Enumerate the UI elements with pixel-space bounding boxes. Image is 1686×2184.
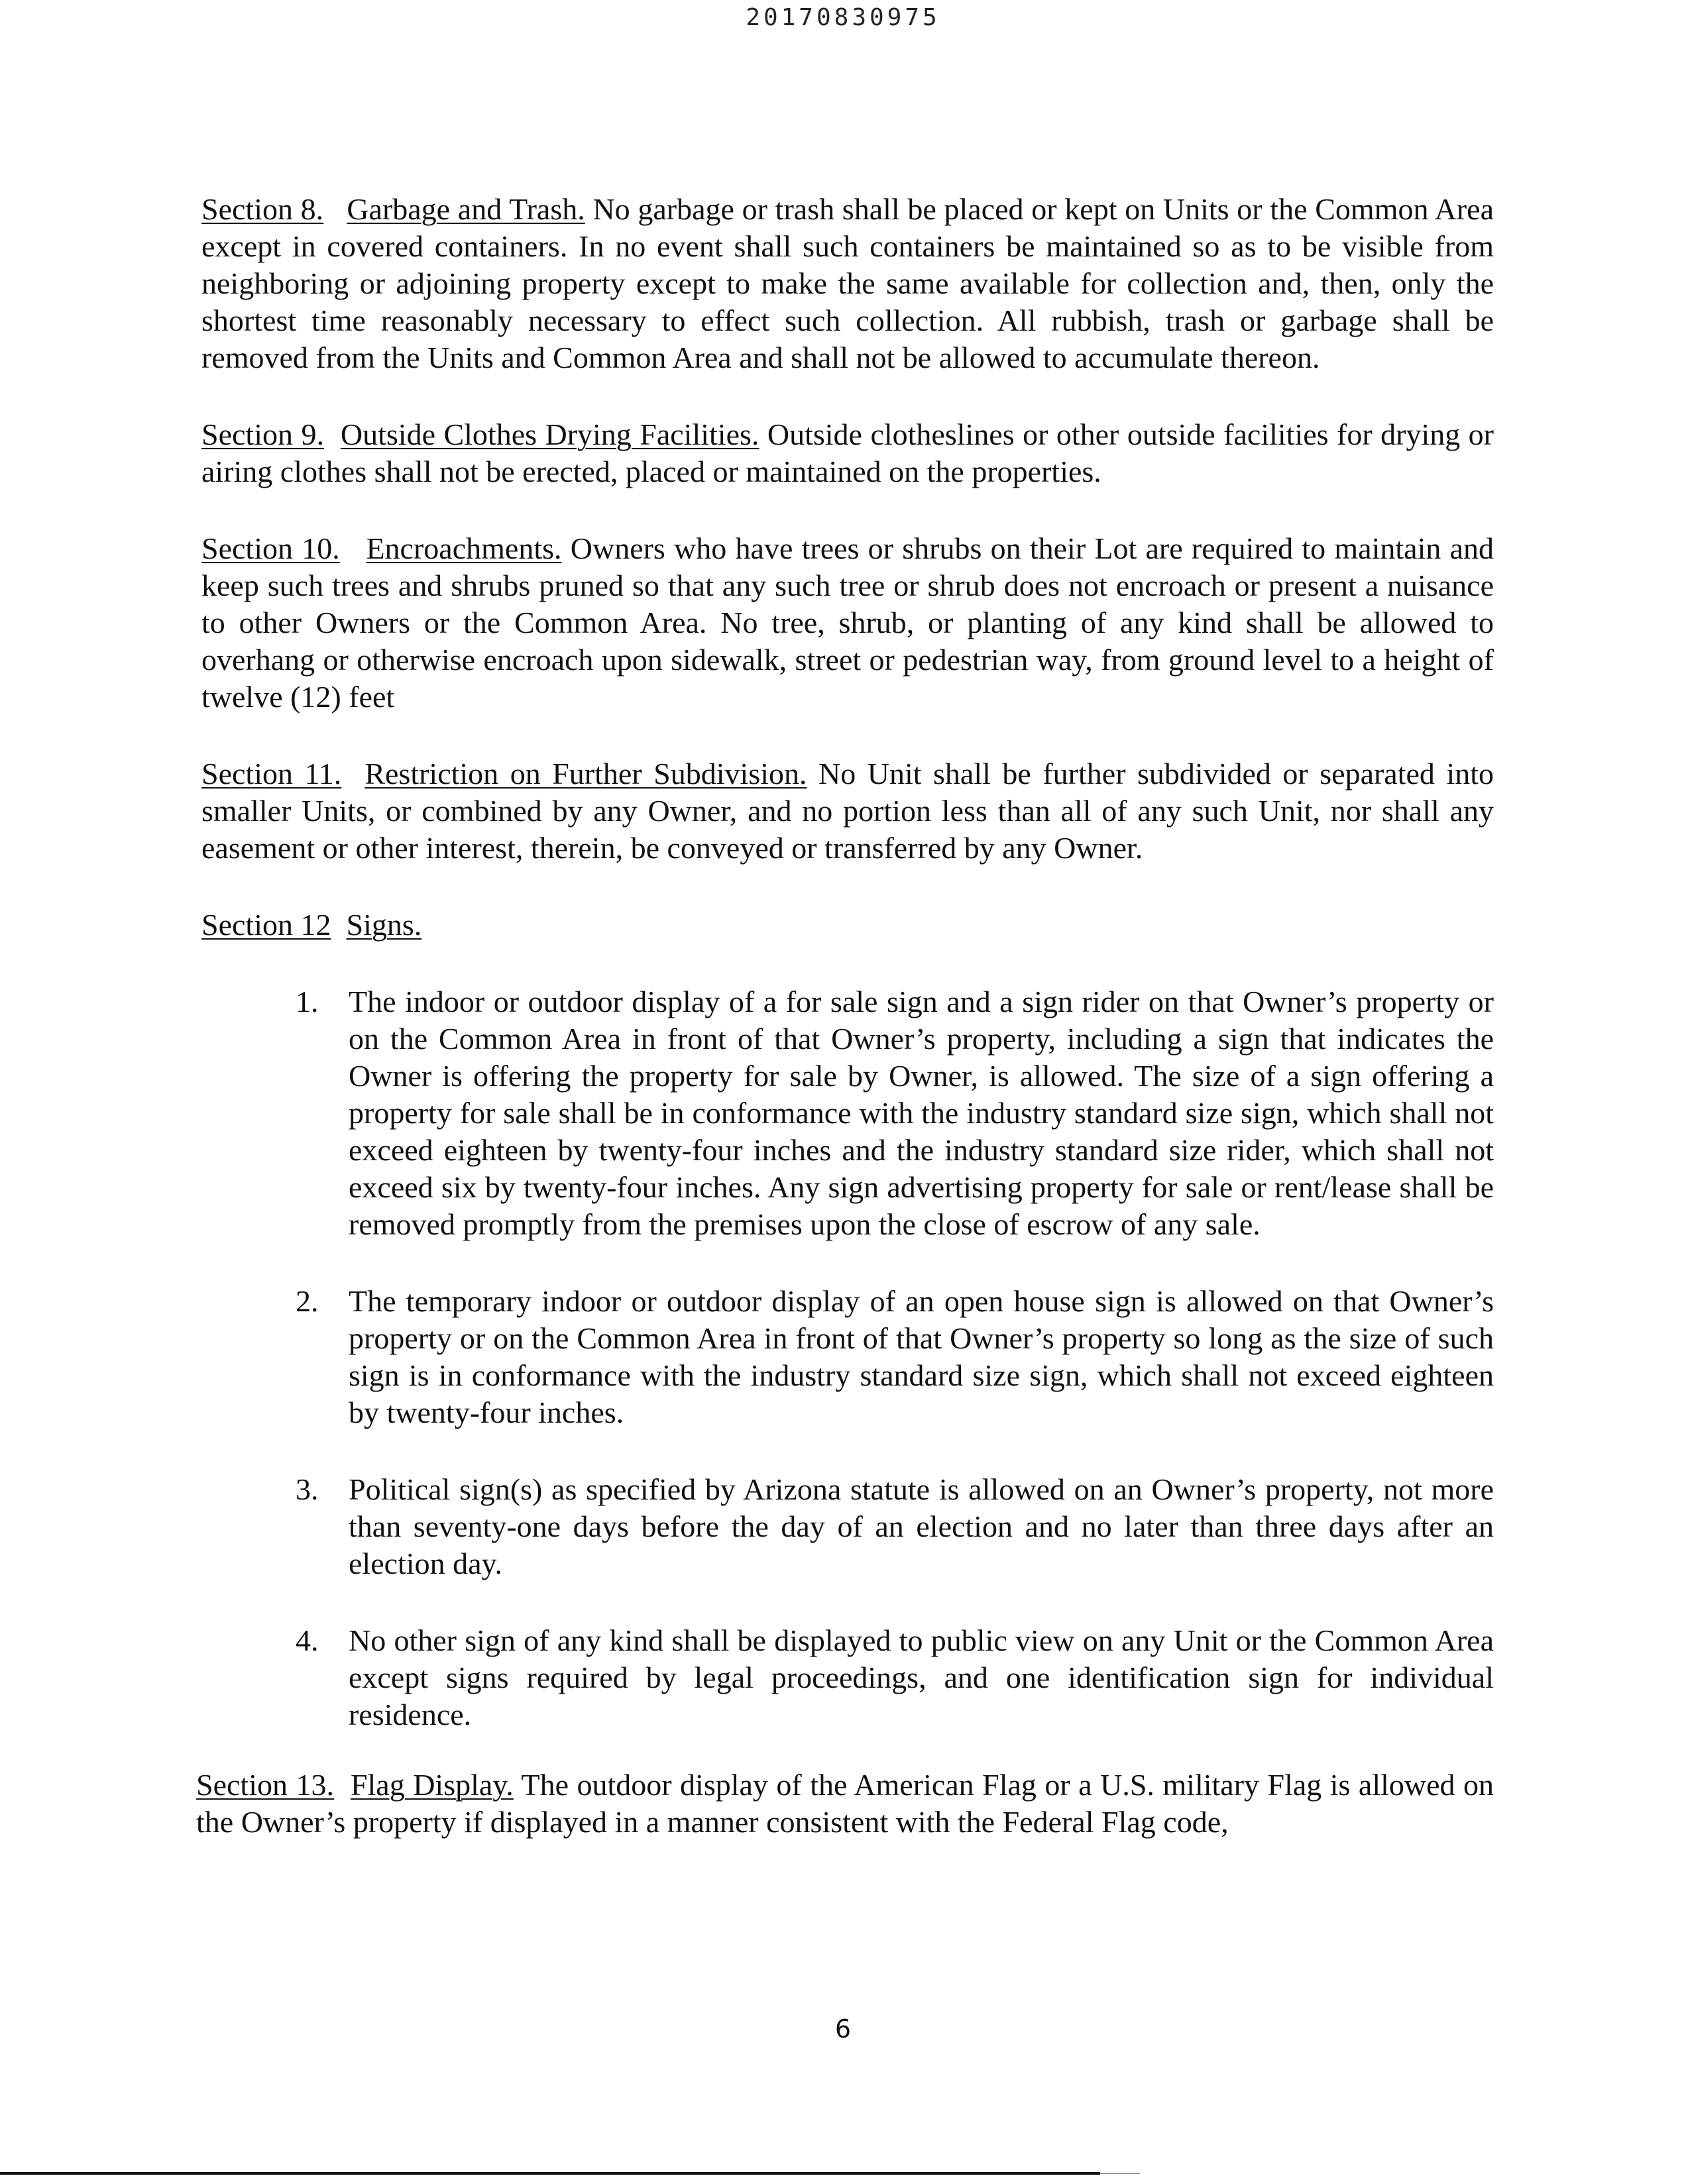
- section-8-label: Section 8.: [201, 192, 324, 226]
- list-item-number: 1.: [296, 985, 319, 1018]
- list-item-text: The indoor or outdoor display of a for sale sign and a sign rider on that Owner’s property or on the Common Area in front of that Owner’s property, including a sign that indicates the Owner is offering the property for sale by Owner, is allowed. The size of a sign offering a property for sale shall be in conformance with the industry standard size sign, which shall not exceed eighteen by twenty-four inches and the industry standard size rider, which shall not exceed six by twenty-four inches. Any sign advertising property for sale or rent/lease shall be removed promptly from the premises upon the close of escrow of any sale.: [349, 985, 1494, 1241]
- section-8-title: Garbage and Trash.: [347, 192, 585, 226]
- signs-list: [201, 983, 1494, 1733]
- bottom-rule-faint: [1100, 2173, 1140, 2174]
- list-item-text: No other sign of any kind shall be displayed to public view on any Unit or the Common Area except signs required by legal proceedings, and one identification sign for individual residence.: [349, 1623, 1494, 1731]
- list-item: [201, 1471, 1494, 1582]
- section-10-title: Encroachments.: [366, 531, 562, 565]
- page-number: 6: [834, 2014, 852, 2044]
- document-number: 20170830975: [746, 4, 940, 31]
- section-9: [201, 416, 1494, 490]
- section-13: [196, 1767, 1494, 1841]
- list-item: [201, 1622, 1494, 1733]
- section-10-text: Owners who have trees or shrubs on their Lot are required to maintain and keep such trees and shrubs pruned so that any such tree or shrub does not encroach or present a nuisance to other Owners or the Common Area. No tree, shrub, or planting of any kind shall be allowed to overhang or otherwise encroach upon sidewalk, street or pedestrian way, from ground level to a height of twelve (12) feet: [201, 531, 1494, 714]
- section-12-label: Section 12: [201, 908, 331, 942]
- section-9-label: Section 9.: [201, 417, 324, 451]
- list-item-number: 2.: [296, 1284, 319, 1318]
- section-11-text: No Unit shall be further subdivided or separated into smaller Units, or combined by any Owner, and no portion less than all of any such Unit, nor shall any easement or other interest, therein, be conveyed or transferred by any Owner.: [201, 757, 1494, 865]
- section-11: [201, 755, 1494, 867]
- list-item-number: 3.: [296, 1472, 319, 1506]
- section-9-text: Outside clotheslines or other outside facilities for drying or airing clothes shall not be erected, placed or maintained on the properties.: [201, 417, 1494, 488]
- section-9-title: Outside Clothes Drying Facilities.: [340, 417, 759, 451]
- section-8: [201, 191, 1494, 376]
- section-8-text: No garbage or trash shall be placed or kept on Units or the Common Area except in covered containers. In no event shall such containers be maintained so as to be visible from neighboring or adjoining property except to make the same available for collection and, then, only the shortest time reasonably necessary to effect such collection. All rubbish, trash or garbage shall be removed from the Units and Common Area and shall not be allowed to accumulate thereon.: [201, 192, 1494, 374]
- section-13-text: The outdoor display of the American Flag or a U.S. military Flag is allowed on the Owner’s property if displayed in a manner consistent with the Federal Flag code,: [196, 1768, 1494, 1839]
- section-12-title: Signs.: [346, 908, 422, 942]
- bottom-rule: [0, 2172, 1100, 2175]
- section-11-title: Restriction on Further Subdivision.: [365, 757, 807, 791]
- section-10-label: Section 10.: [201, 531, 340, 565]
- section-12-heading: [201, 906, 1494, 944]
- list-item-text: Political sign(s) as specified by Arizona statute is allowed on an Owner’s property, not more than seventy-one days before the day of an election and no later than three days after an election day.: [349, 1472, 1494, 1580]
- list-item-number: 4.: [296, 1623, 319, 1657]
- section-11-label: Section 11.: [201, 757, 342, 791]
- list-item: [201, 983, 1494, 1243]
- section-10: [201, 530, 1494, 716]
- list-item-text: The temporary indoor or outdoor display of an open house sign is allowed on that Owner’s property or on the Common Area in front of that Owner’s property so long as the size of such sign is in conformance with the industry standard size sign, which shall not exceed eighteen by twenty-four inches.: [349, 1284, 1494, 1429]
- section-13-label: Section 13.: [196, 1768, 334, 1802]
- document-body: [196, 191, 1494, 1841]
- section-13-title: Flag Display.: [350, 1768, 514, 1802]
- list-item: [201, 1283, 1494, 1431]
